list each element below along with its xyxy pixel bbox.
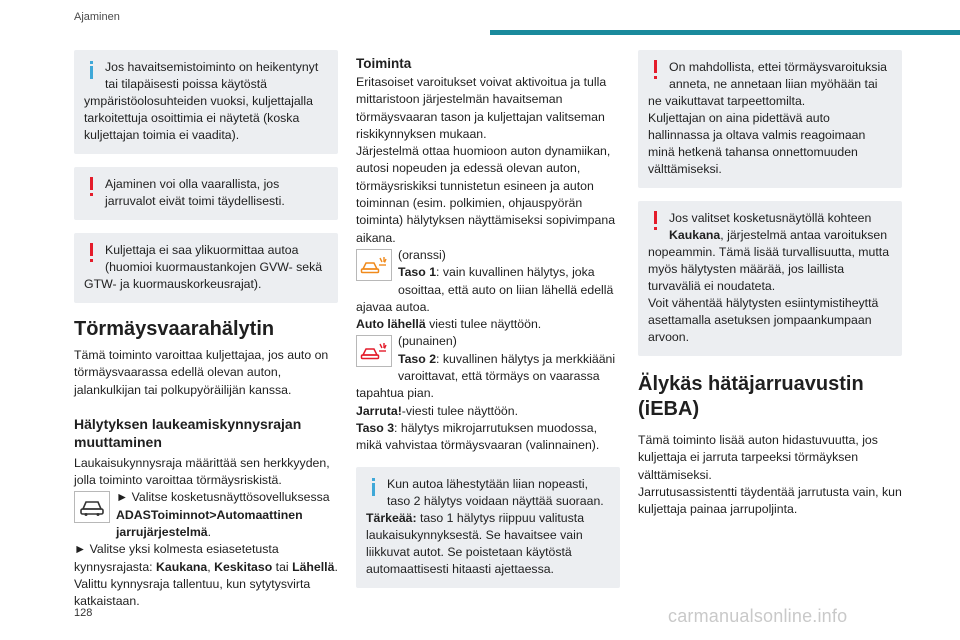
paragraph: Laukaisukynnysraja määrittää sen herkkyyden, jolla toiminto varoittaa törmäysriskistä. xyxy=(74,455,330,488)
column-3 xyxy=(638,50,902,518)
warning-box-text: Kuljettaja ei saa ylikuormittaa autoa (huomioi kuormaustankojen GVW- sekä GTW- ja kuormauskorkeusrajat). xyxy=(84,243,323,291)
message-name: Auto lähellä xyxy=(356,317,426,332)
header-accent-bar xyxy=(490,30,960,35)
alert-level-1 xyxy=(356,247,620,316)
info-box-text: Kun autoa lähestytään liian nopeasti, taso 2 hälytys voidaan näyttää suoraan. xyxy=(387,476,604,508)
paragraph: Järjestelmä ottaa huomioon auton dynamiikan, autosi nopeuden ja edessä olevan auton, törmäysriskiksi tunnistetun esineen ja auton toiminnan (esim. polkimien, ohjauspyörän toiminta) hälytyksen näyttämiseksi sopivimpana aikana. xyxy=(356,144,616,245)
info-box xyxy=(356,467,620,588)
warning-box xyxy=(638,201,902,356)
step-text: ► Valitse yksi kolmesta esiasetetusta kynnysrajasta: xyxy=(74,542,279,574)
info-box xyxy=(74,50,338,154)
warning-box xyxy=(74,233,338,303)
paragraph: Tämä toiminto varoittaa kuljettajaa, jos auto on törmäysvaarassa edellä olevan auton, jalankulkijan tai polkupyöräilijän kanssa. xyxy=(74,348,329,397)
level-label: Taso 1 xyxy=(398,265,437,280)
level-text: : hälytys mikrojarrutuksen muodossa, mikä vahvistaa törmäysvaaran (valinnainen). xyxy=(356,420,600,453)
message-text: -viesti tulee näyttöön. xyxy=(401,403,518,418)
warning-icon xyxy=(648,211,663,231)
info-icon xyxy=(84,60,99,80)
subsection-heading: Hälytyksen laukeamiskynnysrajan muuttaminen xyxy=(74,415,302,450)
instruction-step xyxy=(74,541,338,576)
info-icon xyxy=(366,477,381,497)
section-heading: Törmäysvaarahälytin xyxy=(74,318,275,340)
info-box-text: Jos havaitsemistoiminto on heikentynyt tai tilapäisesti poissa käytöstä ympäristöolosuhteiden vuoksi, kuljettajalla tarkoitettuja osoittimia ei näytetä (koska kuljettajan toimia ei vaadita). xyxy=(84,60,319,142)
page-number: 128 xyxy=(74,607,93,619)
section-heading: Älykäs hätäjarruavustin (iEBA) xyxy=(638,373,864,420)
color-label: (oranssi) xyxy=(398,247,446,262)
column-2 xyxy=(356,50,620,601)
warning-box xyxy=(638,50,902,188)
warning-box-text: Voit vähentää hälytysten esiintymistiheyttä asettamalla asetuksen jompaankumpaan arvoon. xyxy=(648,296,879,344)
car-settings-icon xyxy=(74,491,110,523)
collision-alert-orange-icon xyxy=(356,249,392,281)
level-text: : vain kuvallinen hälytys, joka osoittaa, että auto on liian lähellä edellä ajavaa autoa. xyxy=(356,265,614,314)
warning-box-text: Jos valitset kosketusnäytöllä kohteen xyxy=(669,211,872,225)
paragraph: Valittu kynnysraja tallentuu, kun sytytysvirta katkaistaan. xyxy=(74,576,311,609)
color-label: (punainen) xyxy=(398,334,457,349)
step-text: . xyxy=(334,559,338,574)
warning-box-text: Ajaminen voi olla vaarallista, jos jarruvalot eivät toimi täydellisesti. xyxy=(105,177,285,208)
warning-box-text: On mahdollista, ettei törmäysvaroituksia anneta, ne annetaan liian myöhään tai ne vaikuttavat tarpeettomilta. xyxy=(648,60,888,108)
separator: tai xyxy=(272,559,293,574)
paragraph: Jarrutusassistentti täydentää jarrutusta vain, kun kuljettaja painaa jarrupoljinta. xyxy=(638,484,902,517)
warning-box-text: Kuljettajan on aina pidettävä auto hallinnassa ja oltava valmis reagoimaan minä hetkenä tahansa onnettomuuden välttämiseksi. xyxy=(648,111,866,176)
warning-box xyxy=(74,167,338,220)
level-label: Taso 3 xyxy=(356,420,395,435)
option-medium: Keskitaso xyxy=(214,559,273,574)
warning-icon xyxy=(648,60,663,80)
message-line xyxy=(356,403,620,420)
alert-level-3 xyxy=(356,420,620,455)
column-1 xyxy=(74,50,338,611)
important-label: Tärkeää: xyxy=(366,510,417,525)
level-text: : kuvallinen hälytys ja merkkiääni varoittavat, että törmäys on vaarassa tapahtua pian. xyxy=(356,351,616,401)
message-line xyxy=(356,316,620,333)
collision-alert-red-icon xyxy=(356,335,392,367)
section-heading: Toiminta xyxy=(356,56,412,71)
message-name: Jarruta! xyxy=(356,403,402,418)
warning-icon xyxy=(84,243,99,263)
option-near: Lähellä xyxy=(292,559,335,574)
separator: , xyxy=(207,559,215,574)
info-box-text: taso 1 hälytys riippuu valitusta laukaisukynnyksestä. Se havaitsee vain liikkuvat autot. Se poistetaan käytöstä automaattisesti hitaasti ajettaessa. xyxy=(366,510,585,576)
step-text: . xyxy=(207,525,212,540)
watermark: carmanualsonline.info xyxy=(668,606,848,626)
warning-box-text: , järjestelmä antaa varoituksen nopeammin. Tämä lisää turvallisuutta, mutta myös hälytysten määrää, jos laillista turvaväliä ei noudateta. xyxy=(648,228,890,293)
level-label: Taso 2 xyxy=(398,351,437,366)
option-far: Kaukana xyxy=(156,559,208,574)
menu-path: ADASToiminnot>Automaattinen jarrujärjestelmä xyxy=(116,507,303,540)
message-text: viesti tulee näyttöön. xyxy=(425,317,542,332)
step-text: ► Valitse kosketusnäyttösovelluksessa xyxy=(116,490,330,505)
alert-level-2 xyxy=(356,333,620,402)
instruction-step xyxy=(74,489,338,541)
warning-icon xyxy=(84,177,99,197)
header-title: Ajaminen xyxy=(74,11,120,23)
option-far: Kaukana xyxy=(669,228,721,242)
paragraph: Eritasoiset varoitukset voivat aktivoitua ja tulla mittaristoon järjestelmän havaitseman törmäysvaaran tason ja kuljettajan valitseman riskikynnyksen mukaan. xyxy=(356,75,607,141)
paragraph: Tämä toiminto lisää auton hidastuvuutta, jos kuljettaja ei jarruta tarpeeksi törmäyksen välttämiseksi. xyxy=(638,433,878,482)
